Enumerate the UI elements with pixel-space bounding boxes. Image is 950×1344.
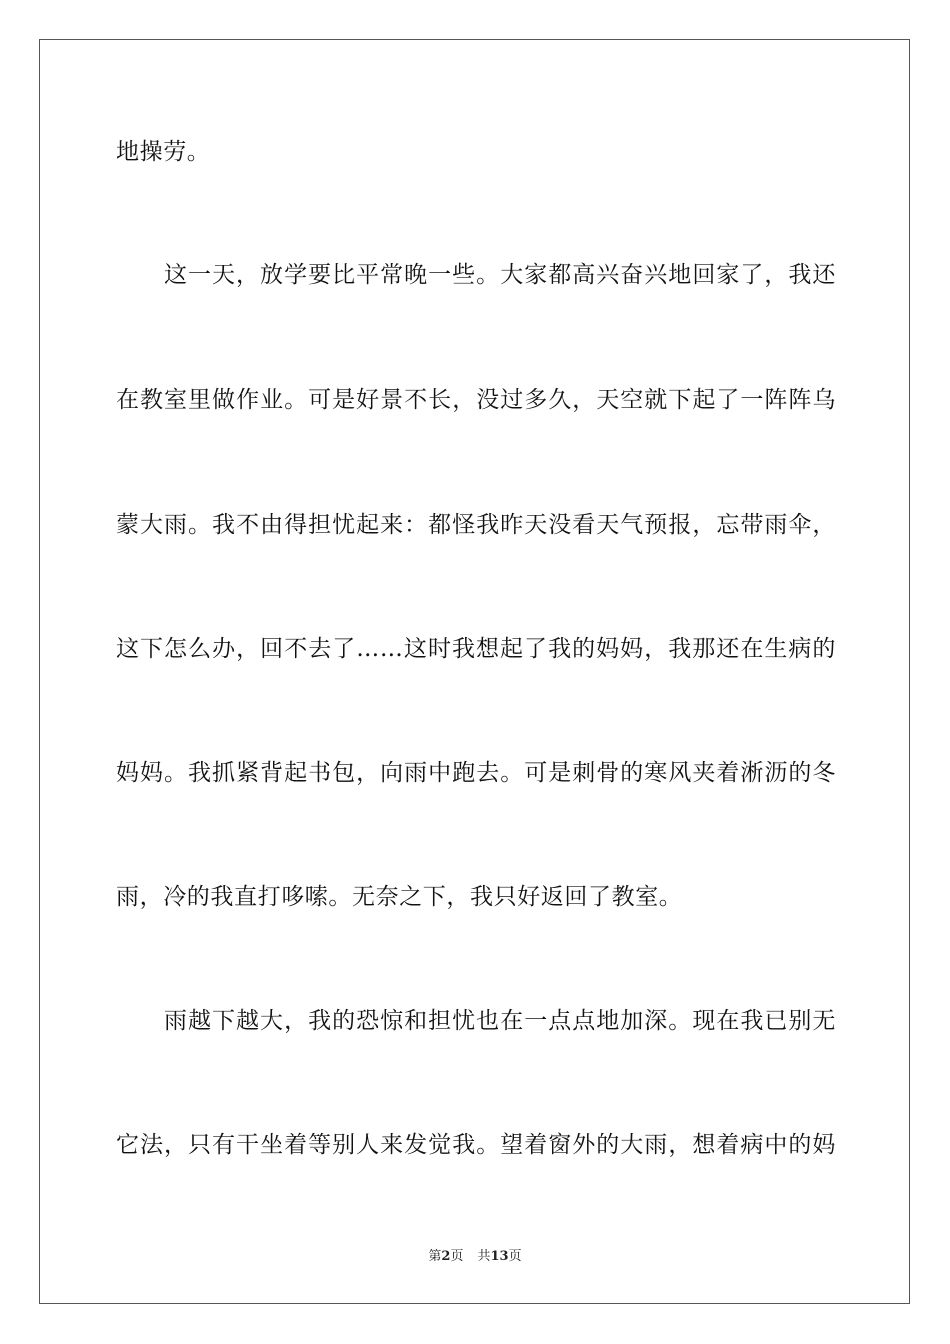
paragraph-2-line-5: 妈妈。我抓紧背起书包，向雨中跑去。可是刺骨的寒风夹着淅沥的冬 (116, 760, 836, 786)
paragraph-2-line-1: 这一天，放学要比平常晚一些。大家都高兴奋兴地回家了，我还 (164, 262, 836, 288)
paragraph-2-line-6: 雨，冷的我直打哆嗦。无奈之下，我只好返回了教室。 (116, 884, 683, 910)
total-suffix: 页 (508, 1249, 522, 1264)
page-number: 2 (441, 1249, 451, 1264)
paragraph-2-line-2: 在教室里做作业。可是好景不长，没过多久，天空就下起了一阵阵乌 (116, 387, 836, 413)
total-prefix: 共 (477, 1249, 491, 1264)
text-line-1: 地操劳。 (116, 139, 211, 165)
page-prefix: 第 (428, 1249, 442, 1264)
paragraph-3-line-1: 雨越下越大，我的恐惊和担忧也在一点点地加深。现在我已别无 (164, 1008, 836, 1034)
page-suffix: 页 (450, 1249, 464, 1264)
page-footer (0, 1248, 950, 1266)
total-pages: 13 (490, 1249, 509, 1264)
paragraph-2-line-4: 这下怎么办，回不去了……这时我想起了我的妈妈，我那还在生病的 (116, 636, 836, 662)
paragraph-2-line-3: 蒙大雨。我不由得担忧起来：都怪我昨天没看天气预报，忘带雨伞， (116, 512, 836, 538)
page-frame (39, 39, 910, 1304)
paragraph-3-line-2: 它法，只有干坐着等别人来发觉我。望着窗外的大雨，想着病中的妈 (116, 1132, 836, 1158)
